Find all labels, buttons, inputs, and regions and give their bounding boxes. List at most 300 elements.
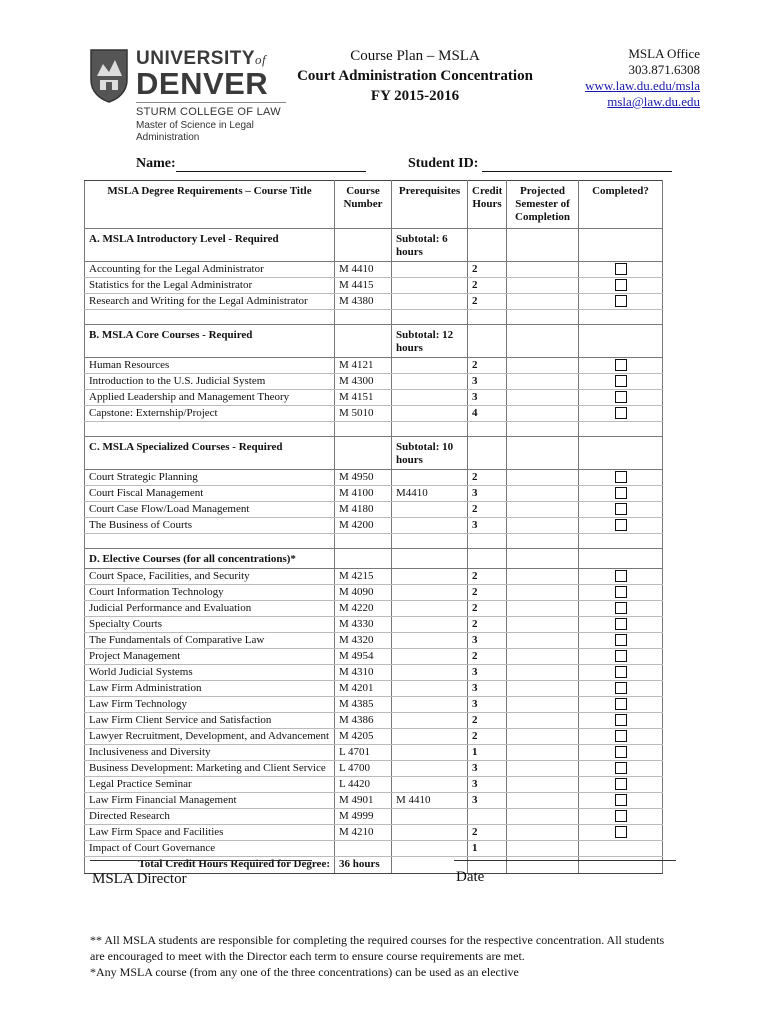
- course-semester[interactable]: [507, 518, 579, 534]
- spacer-cell: [335, 422, 392, 437]
- spacer-cell: [335, 534, 392, 549]
- course-number: [335, 841, 392, 857]
- course-row: [85, 262, 663, 278]
- completed-checkbox[interactable]: [615, 503, 627, 515]
- course-credit: 3: [468, 777, 507, 793]
- spacer-cell: [468, 534, 507, 549]
- course-row: [85, 294, 663, 310]
- completed-checkbox[interactable]: [615, 650, 627, 662]
- office-url-link[interactable]: www.law.du.edu/msla: [585, 78, 700, 93]
- course-completed-cell: [579, 697, 663, 713]
- course-completed-cell: [579, 406, 663, 422]
- course-credit: 2: [468, 358, 507, 374]
- course-completed-cell: [579, 681, 663, 697]
- course-completed-cell: [579, 358, 663, 374]
- course-row: [85, 777, 663, 793]
- course-number: M 4200: [335, 518, 392, 534]
- course-credit: 2: [468, 617, 507, 633]
- section-number-cell: [335, 229, 392, 262]
- course-row: [85, 825, 663, 841]
- course-credit: 3: [468, 697, 507, 713]
- document-title: [280, 46, 550, 106]
- course-row: [85, 761, 663, 777]
- spacer-row: [85, 534, 663, 549]
- course-completed-cell: [579, 761, 663, 777]
- course-semester[interactable]: [507, 633, 579, 649]
- course-row: [85, 665, 663, 681]
- course-prereq: M 4410: [392, 793, 468, 809]
- course-row: [85, 470, 663, 486]
- student-id-field: [408, 156, 672, 172]
- course-semester[interactable]: [507, 681, 579, 697]
- course-title: Law Firm Financial Management: [85, 793, 335, 809]
- course-semester[interactable]: [507, 777, 579, 793]
- course-number: M 4954: [335, 649, 392, 665]
- course-credit: 2: [468, 278, 507, 294]
- spacer-cell: [335, 310, 392, 325]
- course-prereq: [392, 697, 468, 713]
- col-header-title: MSLA Degree Requirements – Course Title: [85, 181, 335, 229]
- completed-checkbox[interactable]: [615, 391, 627, 403]
- course-row: [85, 793, 663, 809]
- course-prereq: [392, 649, 468, 665]
- course-prereq: [392, 390, 468, 406]
- course-credit: 2: [468, 585, 507, 601]
- course-completed-cell: [579, 470, 663, 486]
- course-prereq: [392, 841, 468, 857]
- course-row: [85, 569, 663, 585]
- course-semester[interactable]: [507, 809, 579, 825]
- course-semester[interactable]: [507, 761, 579, 777]
- course-title: Court Case Flow/Load Management: [85, 502, 335, 518]
- completed-checkbox[interactable]: [615, 570, 627, 582]
- course-row: [85, 486, 663, 502]
- course-number: M 5010: [335, 406, 392, 422]
- section-number-cell: [335, 437, 392, 470]
- course-semester[interactable]: [507, 358, 579, 374]
- course-title: Directed Research: [85, 809, 335, 825]
- course-completed-cell: [579, 585, 663, 601]
- course-credit: 2: [468, 569, 507, 585]
- section-credit-cell: [468, 325, 507, 358]
- completed-checkbox[interactable]: [615, 746, 627, 758]
- spacer-row: [85, 310, 663, 325]
- course-credit: 3: [468, 390, 507, 406]
- course-credit: 4: [468, 406, 507, 422]
- course-title: Specialty Courts: [85, 617, 335, 633]
- course-semester[interactable]: [507, 601, 579, 617]
- course-title: Project Management: [85, 649, 335, 665]
- spacer-cell: [85, 422, 335, 437]
- table-body: [85, 229, 663, 874]
- course-row: [85, 633, 663, 649]
- course-prereq: [392, 761, 468, 777]
- course-prereq: [392, 617, 468, 633]
- course-number: M 4151: [335, 390, 392, 406]
- course-completed-cell: [579, 633, 663, 649]
- section-completed-cell: [579, 549, 663, 569]
- course-prereq: [392, 358, 468, 374]
- course-row: [85, 601, 663, 617]
- course-row: [85, 585, 663, 601]
- completed-checkbox[interactable]: [615, 762, 627, 774]
- course-completed-cell: [579, 518, 663, 534]
- course-prereq: [392, 470, 468, 486]
- completed-checkbox[interactable]: [615, 794, 627, 806]
- course-number: M 4090: [335, 585, 392, 601]
- course-row: [85, 390, 663, 406]
- completed-checkbox[interactable]: [615, 602, 627, 614]
- course-completed-cell: [579, 729, 663, 745]
- course-prereq: [392, 681, 468, 697]
- section-number-cell: [335, 325, 392, 358]
- course-completed-cell: [579, 390, 663, 406]
- section-subtotal: Subtotal: 10 hours: [392, 437, 468, 470]
- spacer-cell: [507, 310, 579, 325]
- course-completed-cell: [579, 809, 663, 825]
- course-credit: 3: [468, 761, 507, 777]
- course-completed-cell: [579, 601, 663, 617]
- director-label: MSLA Director: [92, 871, 187, 887]
- course-title: Law Firm Administration: [85, 681, 335, 697]
- course-title: Business Development: Marketing and Client Service: [85, 761, 335, 777]
- course-number: M 4950: [335, 470, 392, 486]
- course-number: M 4999: [335, 809, 392, 825]
- course-title: Law Firm Technology: [85, 697, 335, 713]
- course-number: M 4415: [335, 278, 392, 294]
- office-phone: 303.871.6308: [628, 62, 700, 77]
- name-input-line[interactable]: [176, 157, 366, 172]
- course-prereq: [392, 518, 468, 534]
- logo-university: UNIVERSITYof: [136, 48, 267, 69]
- course-prereq: [392, 502, 468, 518]
- section-completed-cell: [579, 437, 663, 470]
- completed-checkbox[interactable]: [615, 778, 627, 790]
- course-number: M 4385: [335, 697, 392, 713]
- course-title: Court Strategic Planning: [85, 470, 335, 486]
- course-title: Accounting for the Legal Administrator: [85, 262, 335, 278]
- course-number: M 4410: [335, 262, 392, 278]
- course-completed-cell: [579, 262, 663, 278]
- spacer-cell: [507, 422, 579, 437]
- course-prereq: [392, 665, 468, 681]
- course-semester[interactable]: [507, 502, 579, 518]
- course-prereq: [392, 601, 468, 617]
- course-prereq: [392, 262, 468, 278]
- section-number-cell: [335, 549, 392, 569]
- student-id-label: Student ID:: [408, 156, 479, 171]
- completed-checkbox[interactable]: [615, 730, 627, 742]
- course-credit: 2: [468, 262, 507, 278]
- course-title: Research and Writing for the Legal Administrator: [85, 294, 335, 310]
- completed-checkbox[interactable]: [615, 714, 627, 726]
- course-credit: 2: [468, 470, 507, 486]
- date-signature-line[interactable]: [454, 860, 676, 861]
- course-row: [85, 518, 663, 534]
- section-credit-cell: [468, 229, 507, 262]
- course-row: [85, 617, 663, 633]
- course-semester[interactable]: [507, 617, 579, 633]
- completed-checkbox[interactable]: [615, 471, 627, 483]
- section-subtotal: Subtotal: 6 hours: [392, 229, 468, 262]
- completed-checkbox[interactable]: [615, 263, 627, 275]
- course-title: Capstone: Externship/Project: [85, 406, 335, 422]
- course-title: Court Information Technology: [85, 585, 335, 601]
- course-semester[interactable]: [507, 569, 579, 585]
- course-number: M 4380: [335, 294, 392, 310]
- course-credit: 1: [468, 841, 507, 857]
- course-title: World Judicial Systems: [85, 665, 335, 681]
- col-header-semester: Projected Semester of Completion: [507, 181, 579, 229]
- course-semester[interactable]: [507, 470, 579, 486]
- course-completed-cell: [579, 793, 663, 809]
- course-completed-cell: [579, 374, 663, 390]
- completed-checkbox[interactable]: [615, 810, 627, 822]
- course-prereq: [392, 729, 468, 745]
- spacer-cell: [392, 422, 468, 437]
- course-credit: 1: [468, 745, 507, 761]
- course-semester[interactable]: [507, 649, 579, 665]
- course-number: L 4420: [335, 777, 392, 793]
- course-title: Lawyer Recruitment, Development, and Advancement: [85, 729, 335, 745]
- title-line-1: Course Plan – MSLA: [350, 48, 480, 64]
- course-completed-cell: [579, 713, 663, 729]
- course-row: [85, 649, 663, 665]
- section-completed-cell: [579, 229, 663, 262]
- course-prereq: [392, 633, 468, 649]
- course-row: [85, 374, 663, 390]
- spacer-cell: [392, 534, 468, 549]
- course-prereq: [392, 374, 468, 390]
- completed-checkbox[interactable]: [615, 586, 627, 598]
- course-credit: 3: [468, 681, 507, 697]
- section-title: A. MSLA Introductory Level - Required: [85, 229, 335, 262]
- course-completed-cell: [579, 502, 663, 518]
- course-title: The Business of Courts: [85, 518, 335, 534]
- section-credit-cell: [468, 549, 507, 569]
- spacer-row: [85, 422, 663, 437]
- course-prereq: [392, 745, 468, 761]
- course-semester[interactable]: [507, 665, 579, 681]
- course-semester[interactable]: [507, 585, 579, 601]
- name-label: Name:: [136, 156, 176, 171]
- spacer-cell: [579, 534, 663, 549]
- completed-checkbox[interactable]: [615, 682, 627, 694]
- course-completed-cell: [579, 486, 663, 502]
- completed-checkbox[interactable]: [615, 279, 627, 291]
- completed-checkbox[interactable]: [615, 519, 627, 531]
- course-row: [85, 809, 663, 825]
- course-semester[interactable]: [507, 390, 579, 406]
- course-semester[interactable]: [507, 278, 579, 294]
- course-semester[interactable]: [507, 486, 579, 502]
- course-number: M 4901: [335, 793, 392, 809]
- completed-checkbox[interactable]: [615, 698, 627, 710]
- course-completed-cell: [579, 825, 663, 841]
- footnote-elective: *Any MSLA course (from any one of the three concentrations) can be used as an elective: [90, 965, 519, 979]
- spacer-cell: [579, 310, 663, 325]
- course-number: M 4210: [335, 825, 392, 841]
- course-credit: 2: [468, 294, 507, 310]
- section-header-row: [85, 229, 663, 262]
- course-prereq: [392, 406, 468, 422]
- section-subtotal: Subtotal: 12 hours: [392, 325, 468, 358]
- crest-icon: [88, 46, 130, 104]
- section-title: B. MSLA Core Courses - Required: [85, 325, 335, 358]
- course-semester[interactable]: [507, 745, 579, 761]
- completed-checkbox[interactable]: [615, 359, 627, 371]
- office-name: MSLA Office: [628, 46, 700, 61]
- course-semester[interactable]: [507, 406, 579, 422]
- spacer-cell: [85, 310, 335, 325]
- section-semester-cell: [507, 549, 579, 569]
- course-semester[interactable]: [507, 841, 579, 857]
- completed-checkbox[interactable]: [615, 295, 627, 307]
- logo-denver: DENVER: [136, 66, 269, 101]
- spacer-cell: [392, 310, 468, 325]
- course-credit: 2: [468, 713, 507, 729]
- course-credit: 2: [468, 825, 507, 841]
- course-number: M 4201: [335, 681, 392, 697]
- section-subtotal: [392, 549, 468, 569]
- course-number: M 4300: [335, 374, 392, 390]
- course-credit: 2: [468, 649, 507, 665]
- course-row: [85, 729, 663, 745]
- course-completed-cell: [579, 294, 663, 310]
- course-prereq: [392, 825, 468, 841]
- course-prereq: [392, 278, 468, 294]
- course-number: L 4701: [335, 745, 392, 761]
- director-signature-line[interactable]: [90, 860, 312, 861]
- course-completed-cell: [579, 665, 663, 681]
- course-credit: 2: [468, 502, 507, 518]
- completed-checkbox[interactable]: [615, 407, 627, 419]
- course-number: M 4310: [335, 665, 392, 681]
- course-number: M 4215: [335, 569, 392, 585]
- course-credit: 3: [468, 633, 507, 649]
- course-prereq: [392, 294, 468, 310]
- section-header-row: [85, 437, 663, 470]
- office-email-link[interactable]: msla@law.du.edu: [607, 94, 700, 109]
- total-value: 36 hours: [335, 857, 392, 874]
- completed-checkbox[interactable]: [615, 375, 627, 387]
- office-contact: [560, 46, 700, 110]
- course-title: Introduction to the U.S. Judicial System: [85, 374, 335, 390]
- course-title: Human Resources: [85, 358, 335, 374]
- course-row: [85, 278, 663, 294]
- title-line-3: FY 2015-2016: [370, 88, 460, 104]
- course-credit: [468, 809, 507, 825]
- course-plan-table: [84, 180, 663, 874]
- course-title: Court Fiscal Management: [85, 486, 335, 502]
- course-semester[interactable]: [507, 294, 579, 310]
- course-title: Law Firm Space and Facilities: [85, 825, 335, 841]
- course-number: M 4320: [335, 633, 392, 649]
- completed-checkbox[interactable]: [615, 666, 627, 678]
- section-header-row: [85, 549, 663, 569]
- course-row: [85, 502, 663, 518]
- completed-checkbox[interactable]: [615, 826, 627, 838]
- completed-checkbox[interactable]: [615, 618, 627, 630]
- course-credit: 3: [468, 486, 507, 502]
- course-number: M 4100: [335, 486, 392, 502]
- course-number: L 4700: [335, 761, 392, 777]
- course-semester[interactable]: [507, 729, 579, 745]
- course-number: M 4205: [335, 729, 392, 745]
- section-title: C. MSLA Specialized Courses - Required: [85, 437, 335, 470]
- date-label: Date: [456, 869, 485, 885]
- completed-checkbox[interactable]: [615, 634, 627, 646]
- total-label: Total Credit Hours Required for Degree:: [85, 857, 335, 874]
- col-header-credit: Credit Hours: [468, 181, 507, 229]
- course-row: [85, 358, 663, 374]
- course-row: [85, 841, 663, 857]
- course-semester[interactable]: [507, 825, 579, 841]
- course-completed-cell: [579, 777, 663, 793]
- course-credit: 3: [468, 793, 507, 809]
- course-credit: 2: [468, 601, 507, 617]
- table-header-row: [85, 181, 663, 229]
- completed-checkbox[interactable]: [615, 487, 627, 499]
- course-title: The Fundamentals of Comparative Law: [85, 633, 335, 649]
- section-completed-cell: [579, 325, 663, 358]
- course-row: [85, 406, 663, 422]
- course-semester[interactable]: [507, 262, 579, 278]
- course-completed-cell: [579, 278, 663, 294]
- section-semester-cell: [507, 437, 579, 470]
- section-title: D. Elective Courses (for all concentrations)*: [85, 549, 335, 569]
- spacer-cell: [507, 534, 579, 549]
- course-prereq: [392, 569, 468, 585]
- course-prereq: M4410: [392, 486, 468, 502]
- section-semester-cell: [507, 325, 579, 358]
- course-semester[interactable]: [507, 697, 579, 713]
- course-number: M 4121: [335, 358, 392, 374]
- logo-college: STURM COLLEGE OF LAW: [136, 106, 281, 118]
- spacer-cell: [468, 310, 507, 325]
- section-credit-cell: [468, 437, 507, 470]
- logo-divider: [136, 102, 286, 103]
- course-credit: 3: [468, 374, 507, 390]
- course-prereq: [392, 585, 468, 601]
- course-row: [85, 745, 663, 761]
- spacer-cell: [85, 534, 335, 549]
- course-semester[interactable]: [507, 713, 579, 729]
- course-title: Law Firm Client Service and Satisfaction: [85, 713, 335, 729]
- course-completed-cell: [579, 745, 663, 761]
- logo-program: Master of Science in Legal Administration: [136, 120, 254, 143]
- university-logo: [88, 42, 288, 142]
- course-title: Inclusiveness and Diversity: [85, 745, 335, 761]
- course-semester[interactable]: [507, 793, 579, 809]
- course-title: Court Space, Facilities, and Security: [85, 569, 335, 585]
- course-number: M 4220: [335, 601, 392, 617]
- course-credit: 3: [468, 665, 507, 681]
- spacer-cell: [579, 422, 663, 437]
- course-semester[interactable]: [507, 374, 579, 390]
- course-row: [85, 681, 663, 697]
- col-header-number: Course Number: [335, 181, 392, 229]
- student-id-input-line[interactable]: [482, 157, 672, 172]
- course-prereq: [392, 777, 468, 793]
- course-number: M 4180: [335, 502, 392, 518]
- course-prereq: [392, 713, 468, 729]
- col-header-prereq: Prerequisites: [392, 181, 468, 229]
- col-header-completed: Completed?: [579, 181, 663, 229]
- course-prereq: [392, 809, 468, 825]
- course-row: [85, 713, 663, 729]
- spacer-cell: [468, 422, 507, 437]
